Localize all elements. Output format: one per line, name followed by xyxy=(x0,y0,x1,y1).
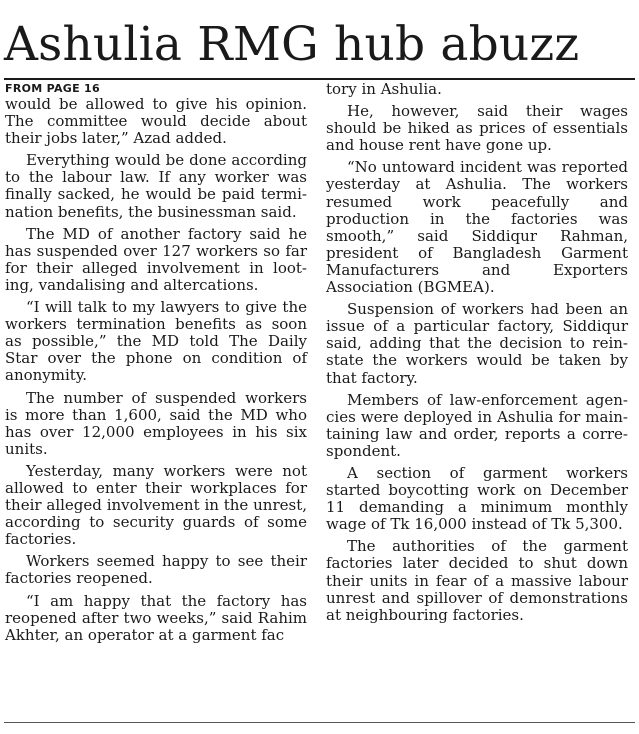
paragraph: A section of garment workers started boycotting work on December 11 demanding a minimum monthly wage of Tk 16,000 instead of Tk 5,300. xyxy=(326,463,628,534)
paragraph: “I am happy that the factory has reopened after two weeks,” said Rahim Akhter, an operator at a garment fac xyxy=(5,591,307,644)
paragraph: The authorities of the garment factories later decided to shut down their units in fear of a massive labour unrest and spillover of demonstrations at neighbouring factories. xyxy=(326,537,628,624)
bottom-rule xyxy=(4,722,635,723)
continued-from-label: FROM PAGE 16 xyxy=(5,82,100,95)
right-column xyxy=(326,81,628,629)
paragraph: The number of suspended workers is more than 1,600, said the MD who has over 12,000 employees in his six units. xyxy=(5,388,307,458)
paragraph: Members of law-enforcement agencies were deployed in Ashulia for maintaining law and order, reports a correspondent. xyxy=(326,390,628,460)
paragraph: Yesterday, many workers were not allowed to enter their workplaces for their alleged involvement in the unrest, according to security guards of some factories. xyxy=(5,461,307,549)
paragraph: Everything would be done according to the labour law. If any worker was finally sacked, he would be paid termination benefits, the businessman said. xyxy=(5,151,307,221)
paragraph: “No untoward incident was reported yesterday at Ashulia. The workers resumed work peacefully and production in the factories was smooth,” said Siddiqur Rahman, president of Bangladesh Garment Manufacturers and Exporters Association (BGMEA). xyxy=(326,158,628,297)
paragraph: would be allowed to give his opinion. The committee would decide about their jobs later,” Azad added. xyxy=(5,95,307,148)
paragraph: Workers seemed happy to see their factories reopened. xyxy=(5,552,307,588)
paragraph: “I will talk to my lawyers to give the workers termination benefits as soon as possible,” the MD told The Daily Star over the phone on condition of anonymity. xyxy=(5,298,307,385)
paragraph: Suspension of workers had been an issue of a particular factory, Siddiqur said, adding that the decision to reinstate the workers would be taken by that factory. xyxy=(326,300,628,387)
headline-rule xyxy=(4,78,635,80)
paragraph: tory in Ashulia. xyxy=(326,80,442,98)
left-column xyxy=(5,81,307,649)
paragraph: The MD of another factory said he has suspended over 127 workers so far for their alleged involvement in looting, vandalising and altercations. xyxy=(5,224,307,294)
headline: Ashulia RMG hub abuzz xyxy=(4,17,580,72)
paragraph: He, however, said their wages should be hiked as prices of essentials and house rent have gone up. xyxy=(326,102,628,155)
